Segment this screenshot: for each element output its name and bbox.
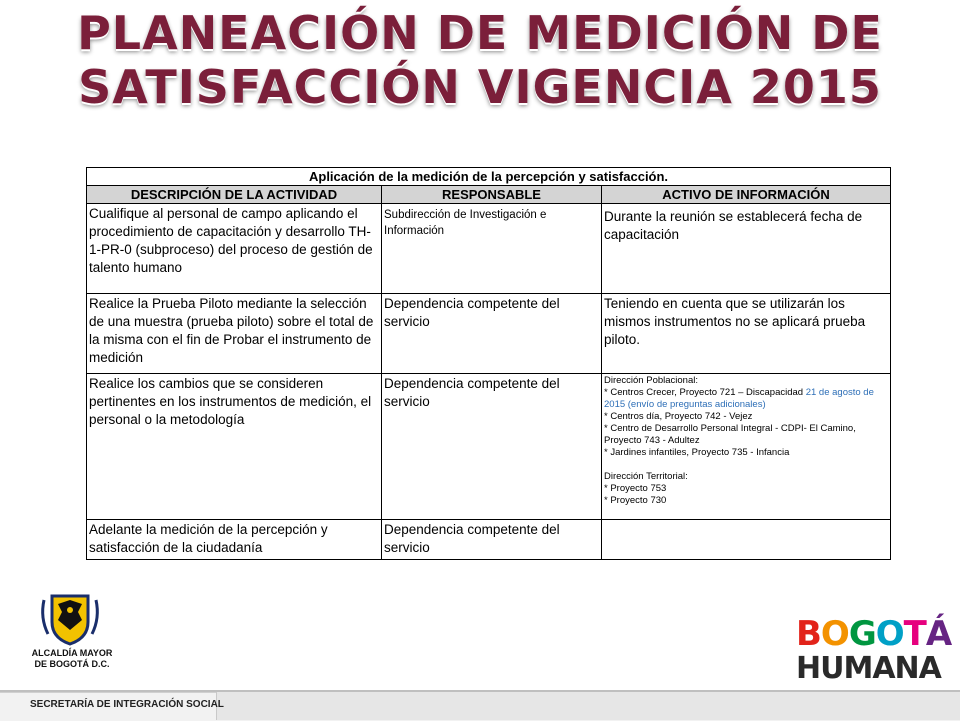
detail-item-p730: * Proyecto 730 [604,495,667,506]
cell-activo [602,520,891,560]
cell-descripcion: Realice los cambios que se consideren pertinentes en los instrumentos de medición, el personal o la metodología [87,374,382,520]
logo-bogota-word [796,614,952,654]
table-row [87,520,891,560]
footer-tab [216,692,960,720]
page-title-line1: PLANEACIÓN DE MEDICIÓN DE [77,6,883,60]
column-header-responsable: RESPONSABLE [382,186,602,204]
cell-responsable: Dependencia competente del servicio [382,520,602,560]
table-row [87,374,891,520]
table-caption: Aplicación de la medición de la percepción y satisfacción. [87,168,891,186]
table-caption-row [87,168,891,186]
logo-letter: T [903,614,926,654]
alcaldia-line2: DE BOGOTÁ D.C. [34,659,110,669]
alcaldia-label [20,648,124,670]
cell-descripcion: Realice la Prueba Piloto mediante la selección de una muestra (prueba piloto) sobre el total de la misma con el fin de Probar el instrumento de medición [87,294,382,374]
table-header-row [87,186,891,204]
table-row [87,204,891,294]
page-title-line2: SATISFACCIÓN VIGENCIA 2015 [78,60,882,114]
table-row [87,294,891,374]
detail-item-p753: * Proyecto 753 [604,483,667,494]
bogota-humana-logo [796,614,952,686]
column-header-descripcion: DESCRIPCIÓN DE LA ACTIVIDAD [87,186,382,204]
cell-responsable: Subdirección de Investigación e Información [382,204,602,294]
bogota-coat-of-arms-icon [38,590,102,646]
logo-letter: Á [925,614,952,654]
territorial-title: Dirección Territorial: [604,471,688,482]
logo-letter: O [875,614,904,654]
cell-activo: Teniendo en cuenta que se utilizarán los mismos instrumentos no se aplicará prueba piloto. [602,294,891,374]
detail-item-cdpi: * Centro de Desarrollo Personal Integral - CDPI- El Camino, Proyecto 743 - Adultez [604,423,856,446]
activities-table [86,167,891,560]
alcaldia-line1: ALCALDÍA MAYOR [31,648,113,658]
detail-spacer [604,459,888,471]
logo-humana-word: HUMANA [796,651,941,686]
logo-letter: G [848,614,876,654]
detail-item-centros-crecer [604,387,888,411]
cell-activo: Durante la reunión se establecerá fecha de capacitación [602,204,891,294]
logo-letter: O [820,614,849,654]
centros-crecer-text: * Centros Crecer, Proyecto 721 – Discapacidad [604,387,806,398]
cell-responsable: Dependencia competente del servicio [382,294,602,374]
poblacional-title: Dirección Poblacional: [604,375,698,386]
cell-responsable: Dependencia competente del servicio [382,374,602,520]
logo-letter: B [796,614,821,654]
cell-descripcion: Cualifique al personal de campo aplicando el procedimiento de capacitación y desarrollo TH-1-PR-0 (subproceso) del proceso de gestión de talento humano [87,204,382,294]
detail-item-centros-dia: * Centros día, Proyecto 742 - Vejez [604,411,753,422]
centros-crecer-note: 21 de agosto de 2015 (envío de preguntas adicionales) [604,387,874,410]
column-header-activo: ACTIVO DE INFORMACIÓN [602,186,891,204]
footer-label: SECRETARÍA DE INTEGRACIÓN SOCIAL [30,699,224,710]
cell-descripcion: Adelante la medición de la percepción y satisfacción de la ciudadanía [87,520,382,560]
detail-item-jardines: * Jardines infantiles, Proyecto 735 - Infancia [604,447,790,458]
cell-activo [602,374,891,520]
